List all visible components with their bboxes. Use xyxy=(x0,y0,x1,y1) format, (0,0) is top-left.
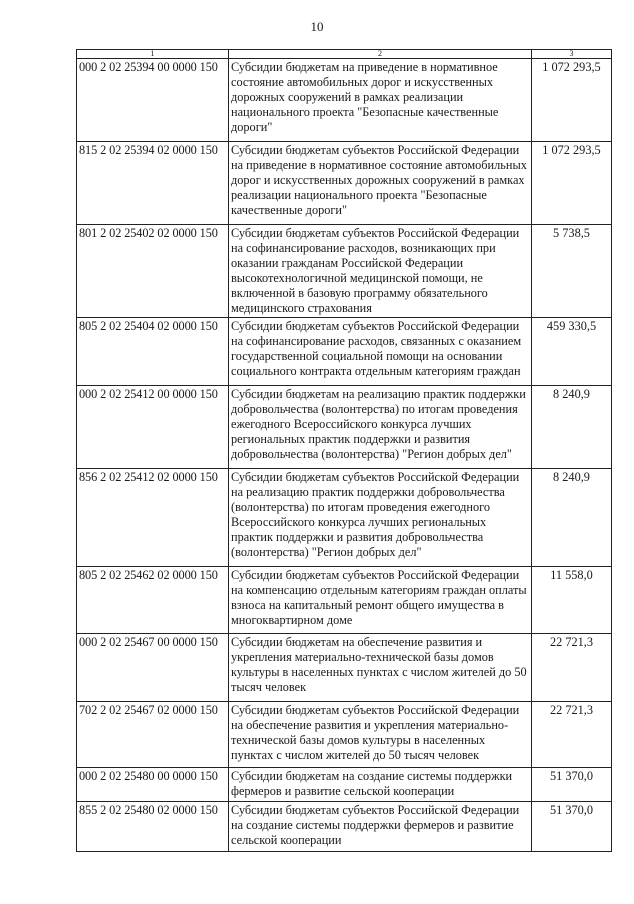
revenue-description: Субсидии бюджетам субъектов Российской Федерации на приведение в нормативное состояние автомобильных дорог и искусственных дорожных сооружений в рамках реализации национального проекта "Безопасные качественные дороги" xyxy=(229,142,532,225)
table-row xyxy=(77,634,612,702)
amount-value: 51 370,0 xyxy=(532,768,612,802)
table-row xyxy=(77,59,612,142)
budget-classification-code: 801 2 02 25402 02 0000 150 xyxy=(77,225,229,318)
table-row xyxy=(77,225,612,318)
header-column-1: 1 xyxy=(77,50,229,59)
revenue-description: Субсидии бюджетам субъектов Российской Федерации на реализацию практик поддержки добровольчества (волонтерства) по итогам проведения ежегодного Всероссийского конкурса лучших региональных практик поддержки и развития добровольчества (волонтерства) "Регион добрых дел" xyxy=(229,469,532,567)
revenue-description: Субсидии бюджетам субъектов Российской Федерации на обеспечение развития и укрепления материально-технической базы домов культуры в населенных пунктах с числом жителей до 50 тысяч человек xyxy=(229,702,532,768)
revenue-description: Субсидии бюджетам субъектов Российской Федерации на софинансирование расходов, возникающих при оказании гражданам Российской Федерации высокотехнологичной медицинской помощи, не включенной в базовую программу обязательного медицинского страхования xyxy=(229,225,532,318)
header-column-3: 3 xyxy=(532,50,612,59)
amount-value: 1 072 293,5 xyxy=(532,142,612,225)
revenue-description: Субсидии бюджетам на приведение в нормативное состояние автомобильных дорог и искусственных дорожных сооружений в рамках реализации национального проекта "Безопасные качественные дороги" xyxy=(229,59,532,142)
revenue-description: Субсидии бюджетам на создание системы поддержки фермеров и развитие сельской кооперации xyxy=(229,768,532,802)
budget-classification-code: 000 2 02 25467 00 0000 150 xyxy=(77,634,229,702)
budget-classification-code: 805 2 02 25404 02 0000 150 xyxy=(77,318,229,386)
table-row xyxy=(77,702,612,768)
budget-classification-code: 805 2 02 25462 02 0000 150 xyxy=(77,567,229,634)
header-column-2: 2 xyxy=(229,50,532,59)
amount-value: 51 370,0 xyxy=(532,802,612,852)
revenue-description: Субсидии бюджетам на реализацию практик поддержки добровольчества (волонтерства) по итогам проведения ежегодного Всероссийского конкурса лучших региональных практик поддержки и развития добровольчества (волонтерства) "Регион добрых дел" xyxy=(229,386,532,469)
budget-revenue-table xyxy=(76,49,612,852)
table-row xyxy=(77,318,612,386)
page-number: 10 xyxy=(310,19,324,34)
revenue-description: Субсидии бюджетам субъектов Российской Федерации на компенсацию отдельным категориям граждан оплаты взноса на капитальный ремонт общего имущества в многоквартирном доме xyxy=(229,567,532,634)
budget-classification-code: 000 2 02 25480 00 0000 150 xyxy=(77,768,229,802)
table-row xyxy=(77,768,612,802)
amount-value: 5 738,5 xyxy=(532,225,612,318)
table-row xyxy=(77,469,612,567)
table-row xyxy=(77,386,612,469)
table-header-row xyxy=(77,50,612,59)
table-row xyxy=(77,802,612,852)
revenue-description: Субсидии бюджетам субъектов Российской Федерации на создание системы поддержки фермеров и развитие сельской кооперации xyxy=(229,802,532,852)
amount-value: 22 721,3 xyxy=(532,634,612,702)
budget-classification-code: 000 2 02 25412 00 0000 150 xyxy=(77,386,229,469)
budget-classification-code: 702 2 02 25467 02 0000 150 xyxy=(77,702,229,768)
revenue-description: Субсидии бюджетам субъектов Российской Федерации на софинансирование расходов, связанных с оказанием государственной социальной помощи на основании социального контракта отдельным категориям граждан xyxy=(229,318,532,386)
budget-classification-code: 855 2 02 25480 02 0000 150 xyxy=(77,802,229,852)
amount-value: 1 072 293,5 xyxy=(532,59,612,142)
table-row xyxy=(77,142,612,225)
amount-value: 8 240,9 xyxy=(532,386,612,469)
budget-classification-code: 856 2 02 25412 02 0000 150 xyxy=(77,469,229,567)
amount-value: 11 558,0 xyxy=(532,567,612,634)
amount-value: 459 330,5 xyxy=(532,318,612,386)
budget-classification-code: 000 2 02 25394 00 0000 150 xyxy=(77,59,229,142)
amount-value: 8 240,9 xyxy=(532,469,612,567)
amount-value: 22 721,3 xyxy=(532,702,612,768)
revenue-description: Субсидии бюджетам на обеспечение развития и укрепления материально-технической базы домов культуры в населенных пунктах с числом жителей до 50 тысяч человек xyxy=(229,634,532,702)
budget-classification-code: 815 2 02 25394 02 0000 150 xyxy=(77,142,229,225)
table-row xyxy=(77,567,612,634)
